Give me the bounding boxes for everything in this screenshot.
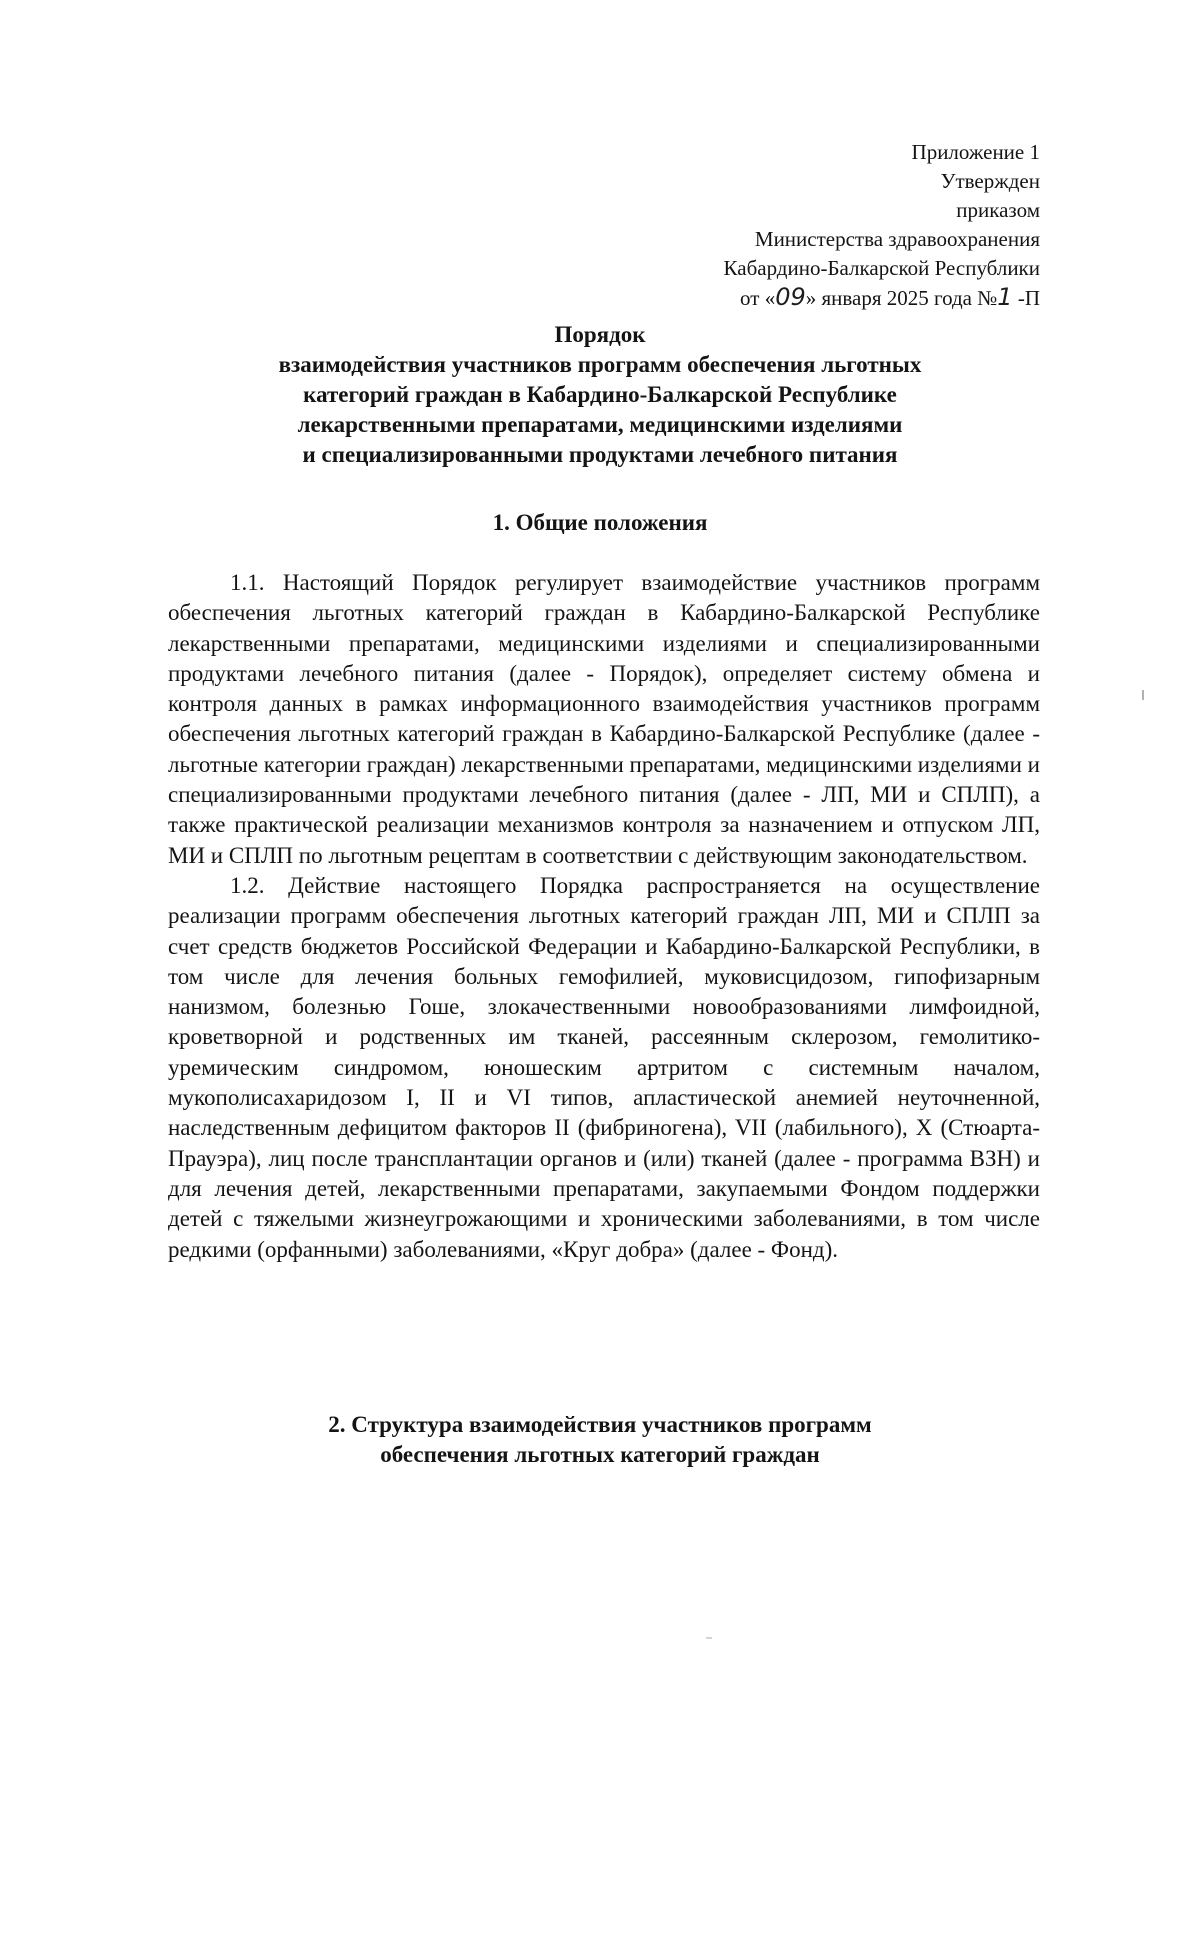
paragraph-1-1: 1.1. Настоящий Порядок регулирует взаимодействие участников программ обеспечения льготных категорий граждан в Кабардино-Балкарской Республике лекарственными препаратами, медицинскими изделиями и специализированными продуктами лечебного питания (далее - Порядок), определяет систему обмена и контроля данных в рамках информационного взаимодействия участников программ обеспечения льготных категорий граждан в Кабардино-Балкарской Республике (далее - льготные категории граждан) лекарственными препаратами, медицинскими изделиями и специализированными продуктами лечебного питания (далее - ЛП, МИ и СПЛП), а также практической реализации механизмов контроля за назначением и отпуском ЛП, МИ и СПЛП по льготным рецептам в соответствии с действующим законодательством.	[168, 570, 1040, 868]
date-prefix: от «	[740, 286, 776, 310]
approved-label: Утвержден	[940, 169, 1040, 193]
paragraph-1-2: 1.2. Действие настоящего Порядка распространяется на осуществление реализации программ обеспечения льготных категорий граждан ЛП, МИ и СПЛП за счет средств бюджетов Российской Федерации и Кабардино-Балкарской Республики, в том числе для лечения больных гемофилией, муковисцидозом, гипофизарным нанизмом, болезнью Гоше, злокачественными новообразованиями лимфоидной, кроветворной и родственных им тканей, рассеянным склерозом, гемолитико-уремическим синдромом, юношеским артритом с системным началом, мукополисахаридозом I, II и VI типов, апластической анемией неуточненной, наследственным дефицитом факторов II (фибриногена), VII (лабильного), X (Стюарта-Прауэра), лиц после трансплантации органов и (или) тканей (далее - программа ВЗН) и для лечения детей, лекарственными препаратами, закупаемыми Фондом поддержки детей с тяжелыми жизнеугрожающими и хроническими заболеваниями, в том числе редкими (орфанными) заболеваниями, «Круг добра» (далее - Фонд).	[168, 872, 1040, 1262]
appendix-label: Приложение 1	[911, 140, 1040, 164]
handwritten-order-number: 1	[997, 283, 1013, 311]
section-2-heading-line-1: 2. Структура взаимодействия участников программ	[328, 1412, 872, 1437]
title-line-4: лекарственными препаратами, медицинскими изделиями	[297, 412, 903, 437]
number-suffix: -П	[1012, 286, 1040, 310]
handwritten-day: 09	[775, 283, 806, 311]
title-line-3: категорий граждан в Кабардино-Балкарской Республике	[303, 382, 897, 407]
title-line-2: взаимодействия участников программ обеспечения льготных	[278, 352, 922, 377]
section-2-heading-line-2: обеспечения льготных категорий граждан	[380, 1442, 820, 1467]
ministry-name: Министерства здравоохранения	[754, 227, 1040, 251]
title-line-5: и специализированными продуктами лечебного питания	[302, 442, 898, 467]
title-line-1: Порядок	[554, 322, 646, 347]
date-middle: » января 2025 года №	[805, 286, 998, 310]
order-label: приказом	[956, 198, 1040, 222]
republic-name: Кабардино-Балкарской Республики	[723, 256, 1040, 280]
section-1-heading-text: 1. Общие положения	[492, 510, 708, 535]
